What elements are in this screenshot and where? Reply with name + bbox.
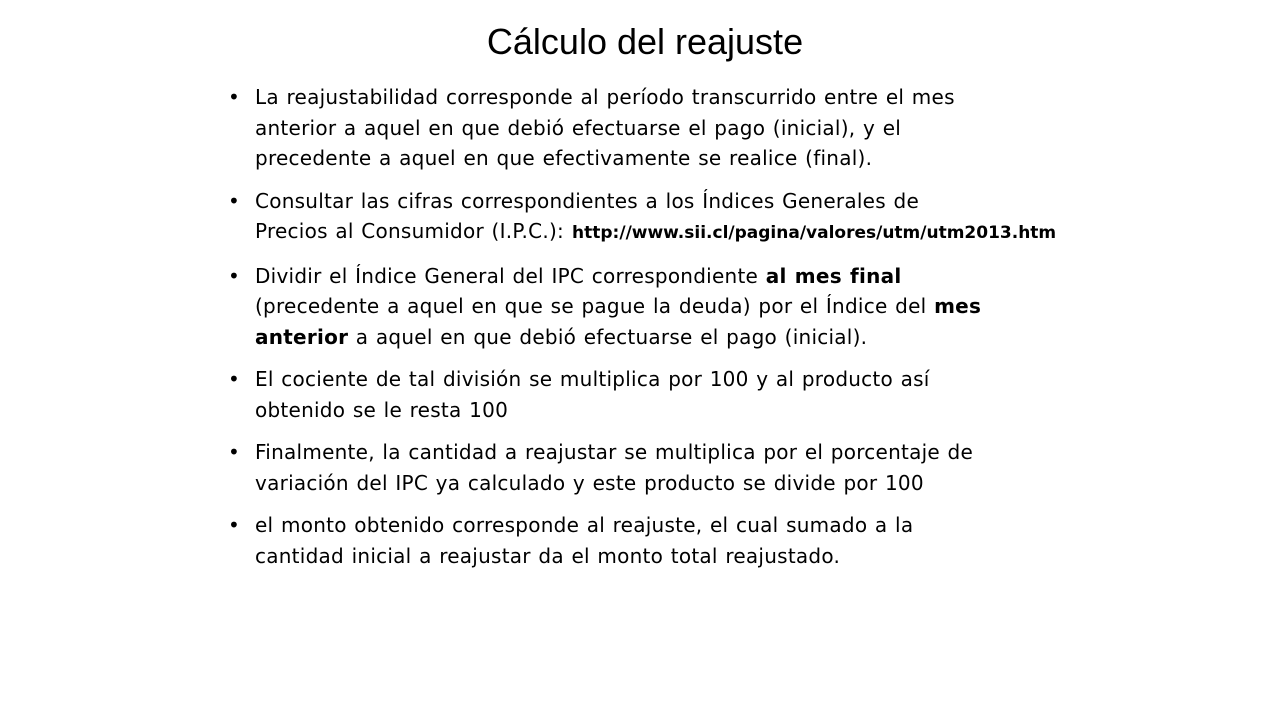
bullet-text-segment: a aquel en que debió efectuarse el pago (inicial). [348,324,868,349]
bullet-dot-icon: • [228,513,241,537]
bullet-cociente [228,364,1128,425]
bullet-finalmente [228,437,1128,498]
bullet-text-line: El cociente de tal división se multiplica por 100 y al producto así [255,367,930,391]
bold-mes-final: al mes final [765,263,902,288]
bullet-text-line: el monto obtenido corresponde al reajuste, el cual sumado a la [255,513,914,537]
bullet-monto-obtenido [228,510,1128,571]
bullet-dividir-indice [228,261,1128,353]
bullet-text-segment: Dividir el Índice General del IPC correspondiente [255,263,766,288]
bullet-text-line: cantidad inicial a reajustar da el monto total reajustado. [255,543,841,568]
bold-anterior: anterior [255,324,349,349]
bullet-text-line: Precios al Consumidor (I.P.C.): [255,219,565,243]
bullet-text-line: La reajustabilidad corresponde al período transcurrido entre el mes [255,85,955,109]
bullet-dot-icon: • [228,188,241,213]
bullet-text-line: anterior a aquel en que debió efectuarse el pago (inicial), y el [255,115,902,140]
sii-utm-link[interactable]: http://www.sii.cl/pagina/valores/utm/utm2013.htm [572,223,1057,243]
bullet-text-line: precedente a aquel en que efectivamente se realice (final). [255,146,873,170]
bullet-text-segment: (precedente a aquel en que se pague la deuda) por el Índice del [255,294,935,318]
bullet-text-line: Consultar las cifras correspondientes a los Índices Generales de [255,188,920,213]
bullet-list [228,82,1128,583]
bullet-text-line: variación del IPC ya calculado y este producto se divide por 100 [255,470,924,495]
bullet-dot-icon: • [228,440,241,464]
bullet-text-line: Finalmente, la cantidad a reajustar se multiplica por el porcentaje de [255,440,974,464]
bold-mes: mes [934,294,982,318]
bullet-dot-icon: • [228,263,241,288]
bullet-text-line: obtenido se le resta 100 [255,397,509,422]
bullet-consultar-ipc [228,186,1128,249]
slide-title: Cálculo del reajuste [486,21,804,62]
bullet-dot-icon: • [228,85,241,109]
bullet-dot-icon: • [228,367,241,391]
bullet-reajustabilidad [228,82,1128,174]
